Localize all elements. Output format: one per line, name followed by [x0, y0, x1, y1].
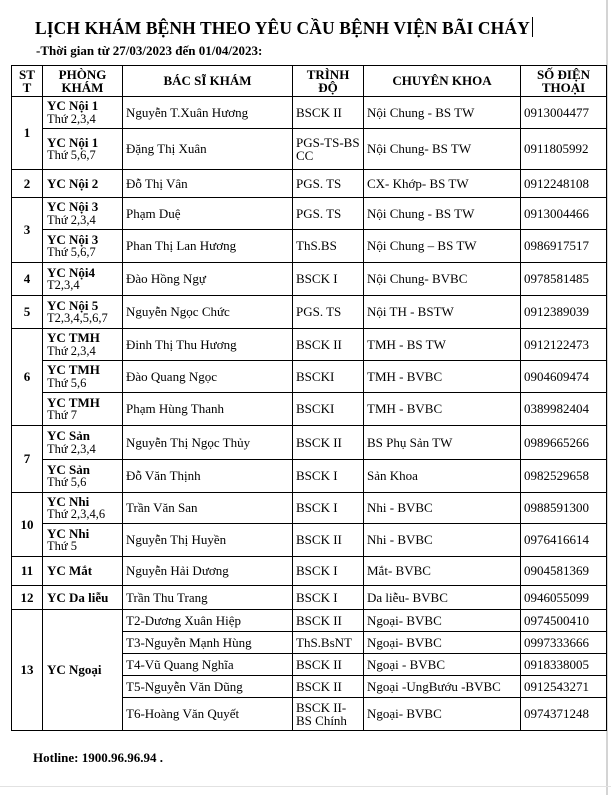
degree-cell: BSCK II	[293, 97, 364, 129]
doctor-cell: Nguyễn Thị Ngọc Thủy	[123, 426, 293, 460]
room-days: Thứ 5,6	[47, 375, 87, 390]
page-bottom-edge	[0, 786, 611, 787]
degree-cell: PGS-TS-BS CC	[293, 129, 364, 170]
room-name: YC Nội4	[47, 264, 96, 280]
room-cell	[43, 170, 123, 198]
degree-cell: BSCK I	[293, 460, 364, 493]
schedule-title	[35, 17, 533, 39]
specialty-cell: Ngoại - BVBC	[364, 654, 521, 676]
room-name: YC Nội 5	[47, 297, 99, 313]
phone-cell: 0912389039	[521, 296, 607, 329]
phone-cell: 0389982404	[521, 393, 607, 426]
specialty-cell: Nội Chung - BS TW	[364, 198, 521, 230]
doctor-cell: Đỗ Thị Vân	[123, 170, 293, 198]
room-days: Thứ 2,3,4	[47, 343, 96, 358]
doctor-cell: T3-Nguyễn Mạnh Hùng	[123, 632, 293, 654]
degree-cell: BSCK II	[293, 426, 364, 460]
specialty-cell: Da liễu- BVBC	[364, 586, 521, 610]
phone-cell: 0946055099	[521, 586, 607, 610]
stt-cell: 1	[12, 97, 43, 170]
schedule-table	[11, 65, 607, 731]
phone-cell: 0911805992	[521, 129, 607, 170]
phone-cell: 0997333666	[521, 632, 607, 654]
stt-cell: 4	[12, 263, 43, 296]
room-name: YC Nội 1	[47, 134, 99, 150]
degree-cell: BSCK I	[293, 263, 364, 296]
phone-cell: 0913004466	[521, 198, 607, 230]
table-row	[12, 329, 607, 361]
specialty-cell: Sản Khoa	[364, 460, 521, 493]
specialty-cell: Ngoại- BVBC	[364, 610, 521, 632]
room-cell	[43, 97, 123, 129]
room-cell	[43, 230, 123, 263]
header-room: PHÒNG KHÁM	[43, 66, 123, 97]
doctor-cell: Đặng Thị Xuân	[123, 129, 293, 170]
degree-cell: BSCK II- BS Chính	[293, 698, 364, 731]
room-days: Thứ 2,3,4	[47, 441, 96, 456]
phone-cell: 0989665266	[521, 426, 607, 460]
doctor-cell: Đinh Thị Thu Hương	[123, 329, 293, 361]
room-days: Thứ 2,3,4,6	[47, 507, 106, 521]
stt-cell: 3	[12, 198, 43, 263]
degree-cell: PGS. TS	[293, 170, 364, 198]
room-name: YC TMH	[47, 394, 100, 410]
phone-cell: 0974371248	[521, 698, 607, 731]
room-cell	[43, 393, 123, 426]
doctor-cell: Phạm Hùng Thanh	[123, 393, 293, 426]
specialty-cell: TMH - BVBC	[364, 361, 521, 393]
doctor-cell: Trần Thu Trang	[123, 586, 293, 610]
specialty-cell: Mắt- BVBC	[364, 557, 521, 586]
room-days: T2,3,4,5,6,7	[47, 311, 108, 325]
doctor-cell: Nguyễn Ngọc Chức	[123, 296, 293, 329]
phone-cell: 0986917517	[521, 230, 607, 263]
stt-cell: 10	[12, 493, 43, 557]
room-name: YC Nhi	[47, 493, 90, 509]
specialty-cell: Nhi - BVBC	[364, 524, 521, 557]
degree-cell: ThS.BS	[293, 230, 364, 263]
table-row	[12, 586, 607, 610]
doctor-cell: T6-Hoàng Văn Quyết	[123, 698, 293, 731]
room-name: YC Nội 1	[47, 98, 99, 113]
room-days: Thứ 5	[47, 539, 78, 553]
phone-cell: 0912122473	[521, 329, 607, 361]
room-cell	[43, 198, 123, 230]
degree-cell: PGS. TS	[293, 296, 364, 329]
specialty-cell: TMH - BVBC	[364, 393, 521, 426]
room-name: YC Nội 2	[47, 175, 99, 191]
table-row	[12, 198, 607, 230]
degree-cell: BSCKI	[293, 361, 364, 393]
phone-cell: 0904609474	[521, 361, 607, 393]
room-name: YC Nội 3	[47, 199, 99, 214]
degree-cell: BSCK II	[293, 610, 364, 632]
specialty-cell: Nội Chung - BS TW	[364, 97, 521, 129]
header-doctor: BÁC SĨ KHÁM	[123, 66, 293, 97]
stt-cell: 13	[12, 610, 43, 731]
doctor-cell: Nguyễn Hải Dương	[123, 557, 293, 586]
room-cell	[43, 129, 123, 170]
stt-cell: 12	[12, 586, 43, 610]
room-cell	[43, 586, 123, 610]
stt-cell: 7	[12, 426, 43, 493]
doctor-cell: Phan Thị Lan Hương	[123, 230, 293, 263]
table-row	[12, 393, 607, 426]
phone-cell: 0982529658	[521, 460, 607, 493]
specialty-cell: Nội Chung – BS TW	[364, 230, 521, 263]
table-row	[12, 263, 607, 296]
specialty-cell: Nội Chung- BVBC	[364, 263, 521, 296]
specialty-cell: Ngoại- BVBC	[364, 698, 521, 731]
degree-cell: BSCK II	[293, 329, 364, 361]
degree-cell: BSCKI	[293, 393, 364, 426]
degree-cell: BSCK I	[293, 493, 364, 524]
table-row	[12, 610, 607, 632]
room-name: YC Nội 3	[47, 231, 99, 247]
schedule-period: -Thời gian từ 27/03/2023 đến 01/04/2023:	[36, 43, 263, 58]
phone-cell: 0904581369	[521, 557, 607, 586]
doctor-cell: Nguyễn T.Xuân Hương	[123, 97, 293, 129]
room-cell	[43, 460, 123, 493]
doctor-cell: Trần Văn San	[123, 493, 293, 524]
phone-cell: 0976416614	[521, 524, 607, 557]
doctor-cell: Đào Hồng Ngự	[123, 263, 293, 296]
room-days: Thứ 7	[47, 408, 78, 422]
table-row	[12, 296, 607, 329]
room-days: Thứ 5,6,7	[47, 245, 96, 259]
stt-cell: 11	[12, 557, 43, 586]
hotline-text: Hotline: 1900.96.96.94 .	[33, 750, 163, 765]
doctor-cell: Đỗ Văn Thịnh	[123, 460, 293, 493]
degree-cell: PGS. TS	[293, 198, 364, 230]
table-header-row	[12, 66, 607, 97]
table-row	[12, 557, 607, 586]
doctor-cell: Đào Quang Ngọc	[123, 361, 293, 393]
phone-cell: 0913004477	[521, 97, 607, 129]
room-days: Thứ 2,3,4	[47, 111, 96, 126]
phone-cell: 0978581485	[521, 263, 607, 296]
specialty-cell: Nhi - BVBC	[364, 493, 521, 524]
table-row	[12, 493, 607, 524]
table-row	[12, 230, 607, 263]
doctor-cell: T2-Dương Xuân Hiệp	[123, 610, 293, 632]
room-name: YC Ngoại	[47, 662, 102, 678]
room-cell	[43, 610, 123, 731]
header-phone: SỐ ĐIỆN THOẠI	[521, 66, 607, 97]
room-name: YC Mắt	[47, 563, 93, 579]
text-cursor	[532, 17, 533, 37]
table-row	[12, 460, 607, 493]
degree-cell: BSCK I	[293, 586, 364, 610]
header-stt: ST T	[12, 66, 43, 97]
specialty-cell: CX- Khớp- BS TW	[364, 170, 521, 198]
table-row	[12, 524, 607, 557]
degree-cell: BSCK II	[293, 524, 364, 557]
room-cell	[43, 557, 123, 586]
room-cell	[43, 296, 123, 329]
doctor-cell: T5-Nguyễn Văn Dũng	[123, 676, 293, 698]
degree-cell: BSCK II	[293, 676, 364, 698]
phone-cell: 0912248108	[521, 170, 607, 198]
room-days: T2,3,4	[47, 278, 80, 292]
degree-cell: BSCK I	[293, 557, 364, 586]
doctor-cell: Nguyễn Thị Huyền	[123, 524, 293, 557]
header-degree: TRÌNH ĐỘ	[293, 66, 364, 97]
room-days: Thứ 2,3,4	[47, 212, 96, 227]
degree-cell: ThS.BsNT	[293, 632, 364, 654]
room-name: YC Da liễu	[47, 589, 109, 605]
room-name: YC TMH	[47, 362, 100, 377]
specialty-cell: BS Phụ Sản TW	[364, 426, 521, 460]
table-row	[12, 426, 607, 460]
room-cell	[43, 426, 123, 460]
stt-cell: 5	[12, 296, 43, 329]
room-name: YC TMH	[47, 330, 100, 345]
table-row	[12, 361, 607, 393]
room-cell	[43, 263, 123, 296]
phone-cell: 0918338005	[521, 654, 607, 676]
specialty-cell: Ngoại -UngBướu -BVBC	[364, 676, 521, 698]
room-cell	[43, 524, 123, 557]
stt-cell: 6	[12, 329, 43, 426]
room-cell	[43, 329, 123, 361]
phone-cell: 0988591300	[521, 493, 607, 524]
degree-cell: BSCK II	[293, 654, 364, 676]
specialty-cell: Nội TH - BSTW	[364, 296, 521, 329]
table-row	[12, 97, 607, 129]
header-specialty: CHUYÊN KHOA	[364, 66, 521, 97]
room-name: YC Sản	[47, 461, 90, 477]
specialty-cell: TMH - BS TW	[364, 329, 521, 361]
stt-cell: 2	[12, 170, 43, 198]
room-days: Thứ 5,6	[47, 475, 87, 489]
doctor-cell: T4-Vũ Quang Nghĩa	[123, 654, 293, 676]
room-name: YC Sản	[47, 428, 90, 443]
room-cell	[43, 493, 123, 524]
phone-cell: 0912543271	[521, 676, 607, 698]
table-row	[12, 170, 607, 198]
room-cell	[43, 361, 123, 393]
doctor-cell: Phạm Duệ	[123, 198, 293, 230]
table-row	[12, 129, 607, 170]
title-text: LỊCH KHÁM BỆNH THEO YÊU CẦU BỆNH VIỆN BÃI CHÁY	[35, 18, 530, 38]
room-name: YC Nhi	[47, 525, 90, 541]
specialty-cell: Nội Chung- BS TW	[364, 129, 521, 170]
room-days: Thứ 5,6,7	[47, 148, 96, 162]
phone-cell: 0974500410	[521, 610, 607, 632]
specialty-cell: Ngoại- BVBC	[364, 632, 521, 654]
